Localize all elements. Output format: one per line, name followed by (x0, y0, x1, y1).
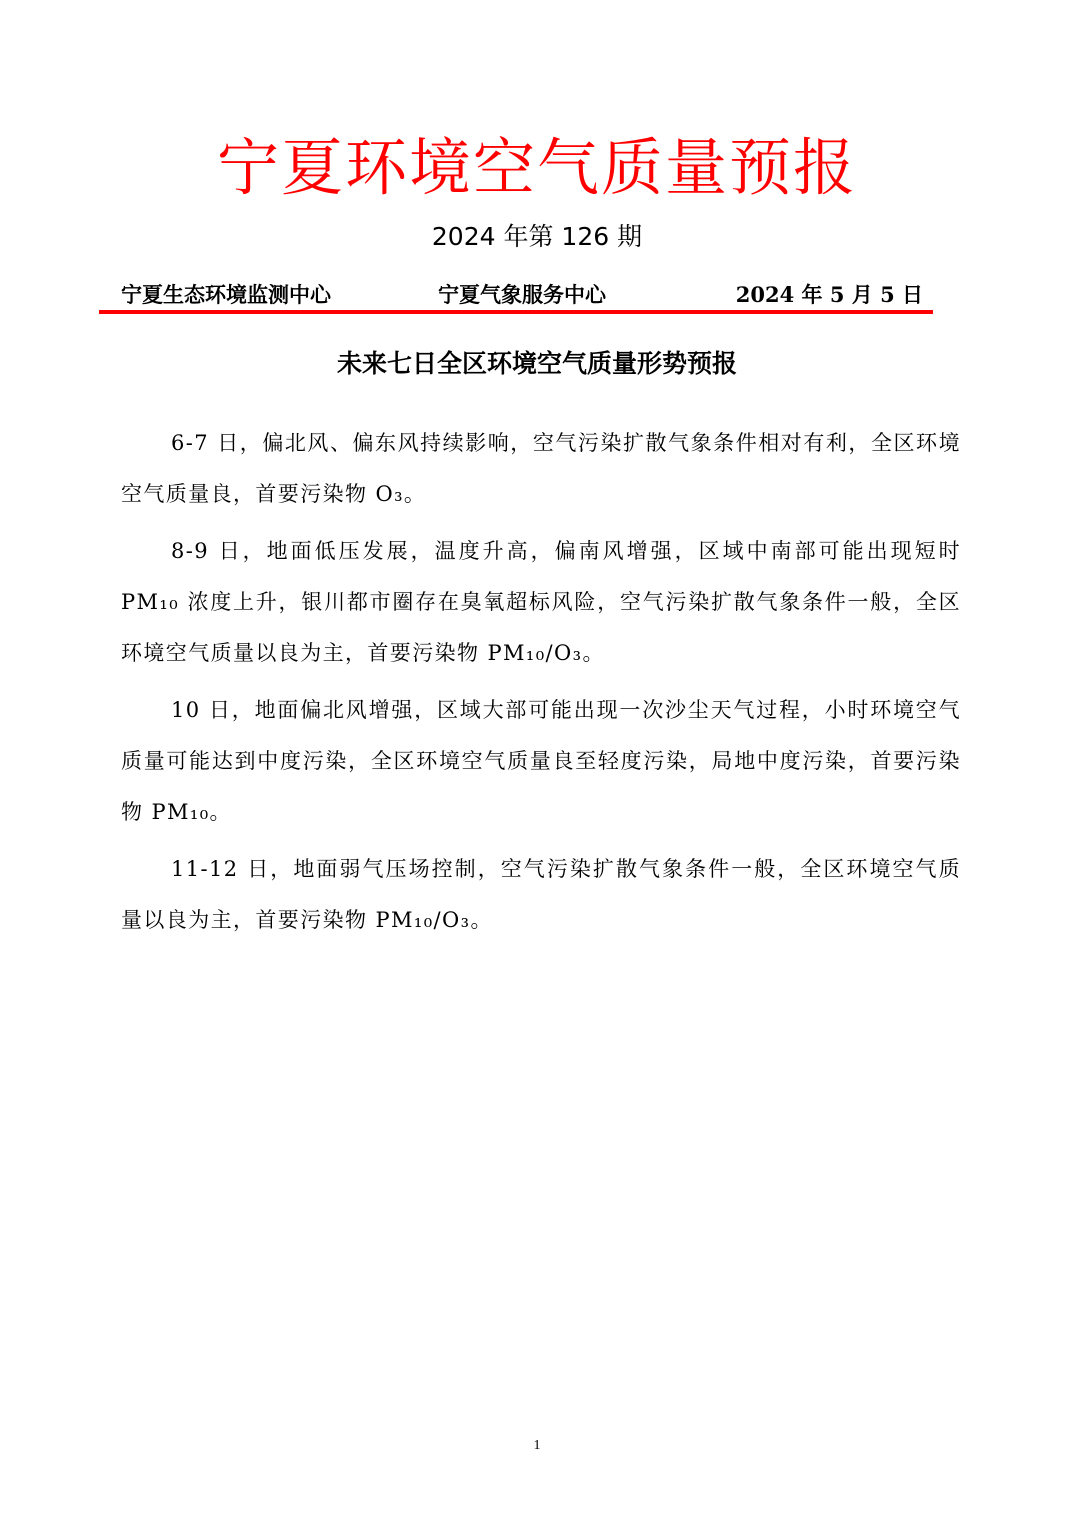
issuer-meteorological-center: 宁夏气象服务中心 (438, 282, 606, 307)
section-title: 未来七日全区环境空气质量形势预报 (336, 349, 737, 378)
issue-number: 2024 年第 126 期 (431, 222, 643, 251)
issuer-monitoring-center: 宁夏生态环境监测中心 (121, 282, 331, 307)
red-divider (99, 310, 933, 314)
forecast-paragraph-8-9: 8-9 日，地面低压发展，温度升高，偏南风增强，区域中南部可能出现短时 PM₁₀ 浓度上升，银川都市圈存在臭氧超标风险，空气污染扩散气象条件一般，全区环境空气质量以良为主，首要污染物 PM₁₀/O₃。 (121, 539, 961, 665)
issuer-row (121, 278, 923, 312)
forecast-body (121, 418, 961, 952)
page-number: 1 (533, 1438, 541, 1453)
forecast-paragraph-6-7: 6-7 日，偏北风、偏东风持续影响，空气污染扩散气象条件相对有利，全区环境空气质量良，首要污染物 O₃。 (121, 431, 961, 506)
masthead-title: 宁夏环境空气质量预报 (216, 131, 857, 204)
forecast-paragraph-11-12: 11-12 日，地面弱气压场控制，空气污染扩散气象条件一般，全区环境空气质量以良为主，首要污染物 PM₁₀/O₃。 (121, 857, 961, 932)
forecast-paragraph-10: 10 日，地面偏北风增强，区域大部可能出现一次沙尘天气过程，小时环境空气质量可能达到中度污染，全区环境空气质量良至轻度污染，局地中度污染，首要污染物 PM₁₀。 (121, 698, 961, 824)
issue-date: 2024 年 5 月 5 日 (735, 282, 923, 307)
